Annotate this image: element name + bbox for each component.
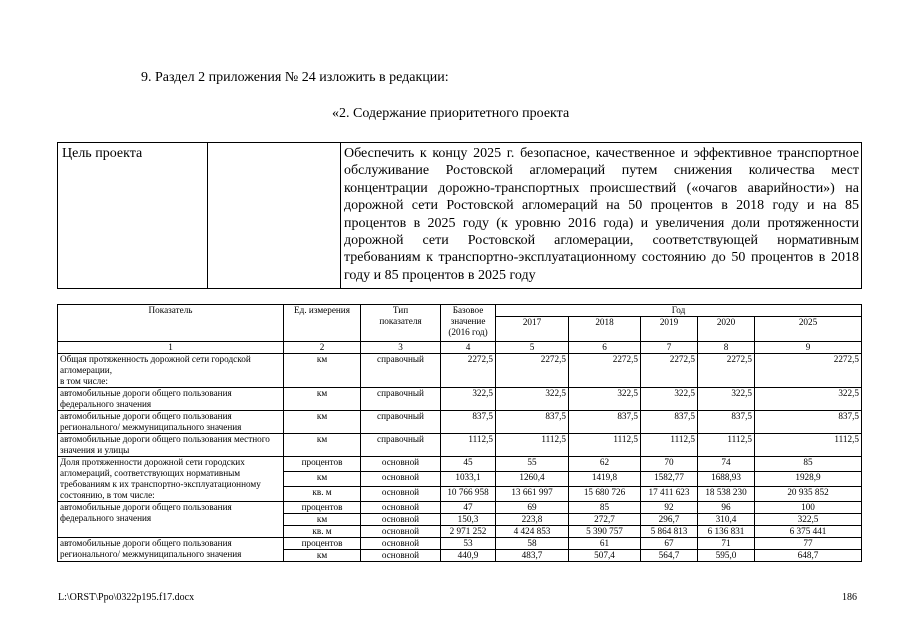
value-cell: 62: [569, 457, 641, 472]
header-year-2025: 2025: [755, 317, 862, 342]
type-cell: справочный: [361, 388, 441, 411]
type-cell: основной: [361, 514, 441, 526]
value-cell: 322,5: [755, 514, 862, 526]
value-cell: 5 864 813: [641, 526, 698, 538]
value-cell: 1033,1: [441, 472, 496, 487]
value-cell: 1688,93: [698, 472, 755, 487]
column-number: 2: [284, 342, 361, 354]
value-cell: 85: [755, 457, 862, 472]
type-cell: основной: [361, 526, 441, 538]
value-cell: 2272,5: [755, 354, 862, 377]
value-cell: 837,5: [441, 411, 496, 434]
header-year-2018: 2018: [569, 317, 641, 342]
type-cell: основной: [361, 457, 441, 472]
type-cell: основной: [361, 550, 441, 562]
value-cell: 5 390 757: [569, 526, 641, 538]
value-cell: 61: [569, 538, 641, 550]
unit-cell: процентов: [284, 502, 361, 514]
indicators-table: [57, 304, 862, 562]
unit-cell: км: [284, 354, 361, 377]
value-cell: 1112,5: [569, 434, 641, 457]
value-cell: 837,5: [755, 411, 862, 434]
section-subheading: «2. Содержание приоритетного проекта: [332, 106, 570, 121]
column-number: 7: [641, 342, 698, 354]
value-cell: 483,7: [496, 550, 569, 562]
value-cell: 648,7: [755, 550, 862, 562]
value-cell: 100: [755, 502, 862, 514]
unit-cell: км: [284, 434, 361, 457]
value-cell: 272,7: [569, 514, 641, 526]
indicator-name: автомобильные дороги общего пользования местного значения и улицы: [58, 434, 284, 457]
value-cell: 322,5: [755, 388, 862, 411]
value-cell: 1112,5: [641, 434, 698, 457]
column-number: 3: [361, 342, 441, 354]
table-row: [58, 376, 862, 388]
value-cell: 55: [496, 457, 569, 472]
column-number: 1: [58, 342, 284, 354]
unit-cell: км: [284, 411, 361, 434]
value-cell: 322,5: [569, 388, 641, 411]
value-cell: 1112,5: [441, 434, 496, 457]
value-cell: 322,5: [496, 388, 569, 411]
unit-cell: процентов: [284, 457, 361, 472]
value-cell: 1419,8: [569, 472, 641, 487]
empty-cell: [569, 376, 641, 388]
column-number: 8: [698, 342, 755, 354]
header-year: Год: [496, 305, 862, 317]
header-type-line2: показателя: [379, 316, 422, 326]
value-cell: 77: [755, 538, 862, 550]
unit-cell: кв. м: [284, 526, 361, 538]
value-cell: 10 766 958: [441, 487, 496, 502]
table-row: [58, 388, 862, 411]
unit-cell: км: [284, 550, 361, 562]
table-row: [58, 457, 862, 472]
type-cell: справочный: [361, 411, 441, 434]
header-base: Базовое значение (2016 год): [441, 305, 496, 342]
value-cell: 2272,5: [496, 354, 569, 377]
value-cell: 1112,5: [698, 434, 755, 457]
empty-cell: [441, 376, 496, 388]
header-unit: Ед. измерения: [284, 305, 361, 342]
value-cell: 6 136 831: [698, 526, 755, 538]
value-cell: 45: [441, 457, 496, 472]
value-cell: 15 680 726: [569, 487, 641, 502]
goal-table: [57, 142, 862, 289]
value-cell: 6 375 441: [755, 526, 862, 538]
type-cell: справочный: [361, 434, 441, 457]
column-number-row: [58, 342, 862, 354]
value-cell: 837,5: [641, 411, 698, 434]
value-cell: 322,5: [698, 388, 755, 411]
value-cell: 440,9: [441, 550, 496, 562]
value-cell: 837,5: [496, 411, 569, 434]
unit-cell: км: [284, 472, 361, 487]
value-cell: 150,3: [441, 514, 496, 526]
column-number: 9: [755, 342, 862, 354]
value-cell: 1928,9: [755, 472, 862, 487]
table-row: [58, 538, 862, 550]
goal-text: Обеспечить к концу 2025 г. безопасное, качественное и эффективное транспортное обслуживание Ростовской агломераций путем снижения количества мест концентрации дорожно-транспортных происшествий («очагов аварийности») на дорожной сети Ростовской агломераций на 50 процентов в 2018 году и на 85 процентов в 2025 году (к уровню 2016 года) и увеличения доли протяженности дорожной сети Ростовской агломерации, соответствующей нормативным требованиям к транспортно-эксплуатационному состоянию до 50 процентов в 2018 году и 85 процентов в 2025 году: [341, 143, 862, 289]
unit-cell: км: [284, 514, 361, 526]
value-cell: 71: [698, 538, 755, 550]
value-cell: 2 971 252: [441, 526, 496, 538]
value-cell: 13 661 997: [496, 487, 569, 502]
value-cell: 74: [698, 457, 755, 472]
value-cell: 223,8: [496, 514, 569, 526]
table-row: [58, 502, 862, 514]
value-cell: 296,7: [641, 514, 698, 526]
value-cell: 322,5: [441, 388, 496, 411]
value-cell: 595,0: [698, 550, 755, 562]
value-cell: 310,4: [698, 514, 755, 526]
value-cell: 1112,5: [496, 434, 569, 457]
empty-cell: [641, 376, 698, 388]
footer-file-path: L:\ORST\Ppo\0322p195.f17.docx: [58, 592, 195, 603]
value-cell: 2272,5: [698, 354, 755, 377]
value-cell: 20 935 852: [755, 487, 862, 502]
goal-label: Цель проекта: [58, 143, 208, 289]
unit-cell: процентов: [284, 538, 361, 550]
value-cell: 96: [698, 502, 755, 514]
table-row: [58, 354, 862, 377]
indicator-name: автомобильные дороги общего пользования федерального значения: [58, 502, 284, 538]
header-indicator: Показатель: [58, 305, 284, 342]
value-cell: 837,5: [698, 411, 755, 434]
value-cell: 53: [441, 538, 496, 550]
type-cell: основной: [361, 538, 441, 550]
column-number: 5: [496, 342, 569, 354]
header-type-line1: Тип: [392, 305, 409, 315]
indicator-name: в том числе:: [58, 376, 284, 388]
header-year-2019: 2019: [641, 317, 698, 342]
value-cell: 17 411 623: [641, 487, 698, 502]
type-cell: основной: [361, 502, 441, 514]
value-cell: 1112,5: [755, 434, 862, 457]
goal-empty-cell: [208, 143, 341, 289]
value-cell: 58: [496, 538, 569, 550]
value-cell: 85: [569, 502, 641, 514]
value-cell: 18 538 230: [698, 487, 755, 502]
empty-cell: [496, 376, 569, 388]
value-cell: 92: [641, 502, 698, 514]
value-cell: 322,5: [641, 388, 698, 411]
type-cell: справочный: [361, 354, 441, 377]
value-cell: 70: [641, 457, 698, 472]
empty-cell: [284, 376, 361, 388]
indicator-name: Общая протяженность дорожной сети городской агломерации,: [58, 354, 284, 377]
table-row: [58, 434, 862, 457]
indicator-name: автомобильные дороги общего пользования федерального значения: [58, 388, 284, 411]
type-cell: основной: [361, 487, 441, 502]
value-cell: 2272,5: [569, 354, 641, 377]
empty-cell: [361, 376, 441, 388]
value-cell: 4 424 853: [496, 526, 569, 538]
header-year-2017: 2017: [496, 317, 569, 342]
value-cell: 564,7: [641, 550, 698, 562]
section-heading: 9. Раздел 2 приложения № 24 изложить в редакции:: [141, 70, 449, 85]
table-row: [58, 411, 862, 434]
value-cell: 69: [496, 502, 569, 514]
column-number: 6: [569, 342, 641, 354]
value-cell: 1260,4: [496, 472, 569, 487]
empty-cell: [755, 376, 862, 388]
value-cell: 507,4: [569, 550, 641, 562]
value-cell: 47: [441, 502, 496, 514]
indicator-name: Доля протяженности дорожной сети городских агломераций, соответствующих нормативным требованиям к их транспортно-эксплуатационному состоянию, в том числе:: [58, 457, 284, 502]
indicator-name: автомобильные дороги общего пользования регионального/ межмуниципального значения: [58, 411, 284, 434]
value-cell: 2272,5: [441, 354, 496, 377]
header-type: [361, 305, 441, 342]
unit-cell: км: [284, 388, 361, 411]
type-cell: основной: [361, 472, 441, 487]
value-cell: 837,5: [569, 411, 641, 434]
indicator-name: автомобильные дороги общего пользования регионального/ межмуниципального значения: [58, 538, 284, 562]
header-year-2020: 2020: [698, 317, 755, 342]
unit-cell: кв. м: [284, 487, 361, 502]
value-cell: 1582,77: [641, 472, 698, 487]
empty-cell: [698, 376, 755, 388]
value-cell: 2272,5: [641, 354, 698, 377]
footer-page-number: 186: [842, 592, 857, 603]
column-number: 4: [441, 342, 496, 354]
value-cell: 67: [641, 538, 698, 550]
